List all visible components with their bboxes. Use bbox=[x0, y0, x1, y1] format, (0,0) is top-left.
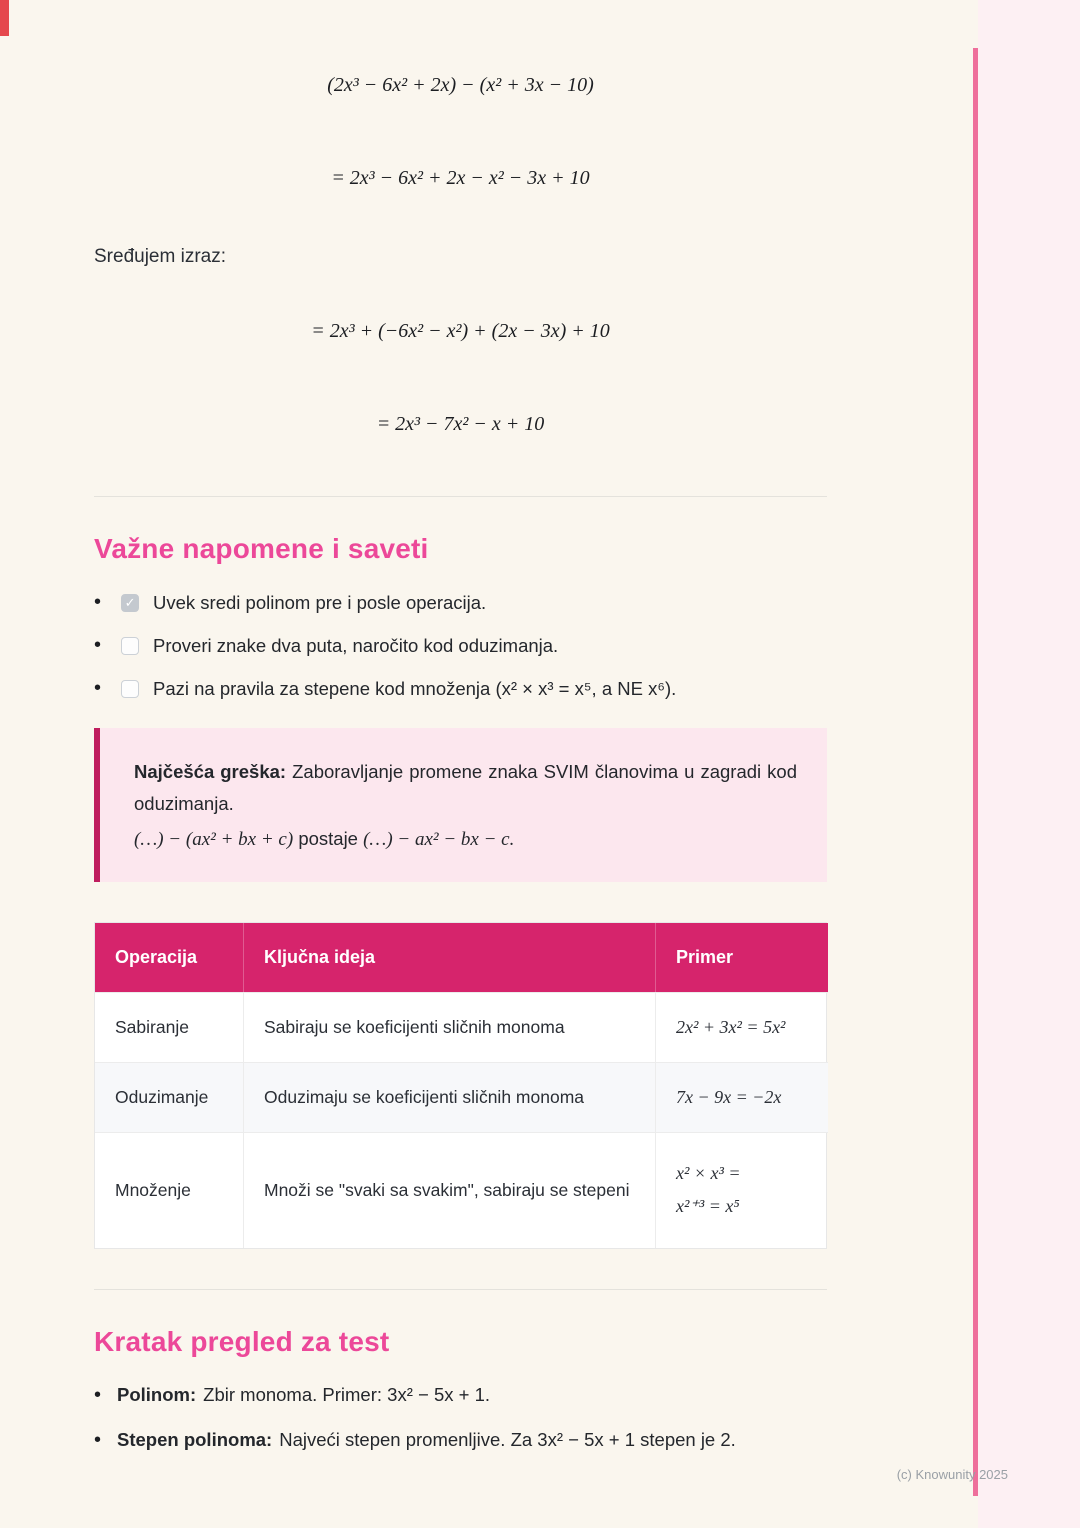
formula-grouped: = 2x³ + (−6x² − x²) + (2x − 3x) + 10 bbox=[311, 320, 610, 342]
notes-checklist bbox=[94, 591, 827, 700]
checklist-item bbox=[94, 591, 827, 614]
review-heading: Kratak pregled za test bbox=[94, 1325, 390, 1357]
review-item bbox=[94, 1429, 827, 1452]
review-item-lead: Polinom: bbox=[117, 1383, 197, 1405]
table-cell-operacija: Sabiranje bbox=[95, 992, 243, 1062]
copyright-credit: (c) Knowunity 2025 bbox=[896, 1467, 1008, 1482]
checklist-item bbox=[94, 677, 827, 700]
formula-expanded: = 2x³ − 6x² + 2x − x² − 3x + 10 bbox=[331, 167, 590, 189]
review-item-text bbox=[117, 1384, 490, 1406]
notes-heading: Važne napomene i saveti bbox=[94, 533, 429, 564]
checklist-item-label: • Proveri znake dva puta, naročito kod oduzimanja. bbox=[153, 634, 559, 656]
checkbox-icon[interactable] bbox=[121, 594, 139, 612]
left-progress-stripe bbox=[0, 0, 9, 36]
table-cell-primer-line2: x²⁺³ = x⁵ bbox=[676, 1196, 740, 1217]
table-cell-operacija: Množenje bbox=[95, 1132, 243, 1248]
section-divider bbox=[94, 496, 827, 497]
table-cell-ideja: Oduzimaju se koeficijenti sličnih monoma bbox=[243, 1062, 655, 1132]
callout-text: Zaboravljanje promene znaka SVIM članovima u zagradi kod oduzimanja. bbox=[134, 761, 798, 815]
table-cell-ideja: Množi se "svaki sa svakim", sabiraju se stepeni bbox=[243, 1132, 655, 1248]
operations-table bbox=[94, 922, 827, 1249]
callout-math-after: (…) − ax² − bx − c. bbox=[363, 828, 515, 850]
formula-expression: (2x³ − 6x² + 2x) − (x² + 3x − 10) bbox=[327, 74, 594, 96]
checklist-item bbox=[94, 634, 827, 657]
review-item-text bbox=[117, 1429, 736, 1451]
review-item-body: Najveći stepen promenljive. Za 3x² − 5x + 1 stepen je 2. bbox=[279, 1428, 736, 1450]
table-header-operacija: Operacija bbox=[95, 923, 243, 992]
review-item bbox=[94, 1384, 827, 1407]
section-divider bbox=[94, 1289, 827, 1290]
checkbox-icon[interactable] bbox=[121, 637, 139, 655]
callout-lead: Najčešća greška: bbox=[134, 761, 287, 782]
review-list bbox=[94, 1384, 827, 1452]
table-cell-operacija: Oduzimanje bbox=[95, 1062, 243, 1132]
table-cell-primer bbox=[655, 1132, 828, 1248]
right-margin-column bbox=[978, 0, 1080, 1528]
table-cell-primer: 2x² + 3x² = 5x² bbox=[655, 992, 828, 1062]
checklist-item-label: • Pazi na pravila za stepene kod množenja (x² × x³ = x⁵, a NE x⁶). bbox=[153, 677, 677, 699]
table-header-ideja: Ključna ideja bbox=[243, 923, 655, 992]
callout-connector: postaje bbox=[298, 827, 364, 849]
callout-formula bbox=[134, 823, 797, 856]
formula-result: = 2x³ − 7x² − x + 10 bbox=[376, 413, 545, 435]
review-item-lead: Stepen polinoma: bbox=[117, 1428, 273, 1450]
right-margin-rule bbox=[973, 48, 978, 1496]
table-cell-ideja: Sabiraju se koeficijenti sličnih monoma bbox=[243, 992, 655, 1062]
callout-math-before: (…) − (ax² + bx + c) bbox=[134, 828, 294, 850]
table-cell-primer-line1: x² × x³ = bbox=[676, 1163, 741, 1183]
document-content bbox=[94, 0, 827, 1474]
table-header-primer: Primer bbox=[655, 923, 828, 992]
sredjujem-label: Sređujem izraz: bbox=[94, 246, 226, 267]
checklist-item-label: • Uvek sredi polinom pre i posle operacija. bbox=[153, 591, 487, 613]
table-cell-primer: 7x − 9x = −2x bbox=[655, 1062, 828, 1132]
review-item-body: Zbir monoma. Primer: 3x² − 5x + 1. bbox=[203, 1383, 490, 1405]
mistake-callout bbox=[94, 728, 827, 882]
checkbox-icon[interactable] bbox=[121, 680, 139, 698]
